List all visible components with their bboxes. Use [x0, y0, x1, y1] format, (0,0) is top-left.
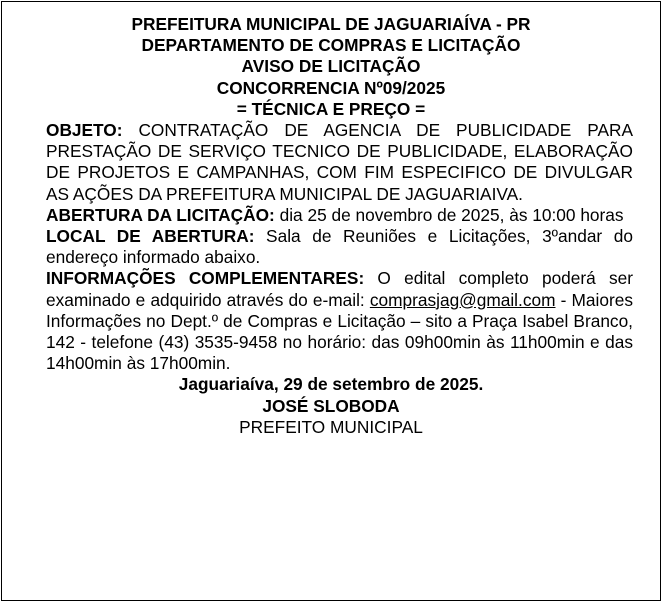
header-prefeitura: PREFEITURA MUNICIPAL DE JAGUARIAÍVA - PR: [131, 14, 531, 34]
abertura-label: ABERTURA DA LICITAÇÃO:: [46, 204, 275, 225]
header-modalidade: = TÉCNICA E PREÇO =: [236, 98, 426, 119]
informacoes-paragraph: [46, 268, 633, 374]
informacoes-text-after: - Maiores Informações no Dept.º de Compras e Licitação – sito a Praça Isabel Branco, 142 - telefone (43) 3535-9458 no horário: das 09h00min às 11h00min e das 14h00min às 17h00min.: [46, 289, 633, 374]
signature-name: JOSÉ SLOBODA: [262, 395, 400, 416]
email-link[interactable]: comprasjag@gmail.com: [369, 289, 556, 310]
local-paragraph: [46, 226, 633, 268]
informacoes-label: INFORMAÇÕES COMPLEMENTARES:: [46, 268, 365, 289]
objeto-paragraph: [46, 120, 633, 205]
informacoes-text-before: O edital completo poderá ser examinado e adquirido através do e-mail:: [46, 268, 633, 310]
notice-header: [2, 14, 660, 120]
signature-block: [2, 374, 660, 438]
signature-date: Jaguariaíva, 29 de setembro de 2025.: [178, 374, 484, 395]
notice-body: [2, 120, 660, 374]
signature-title: PREFEITO MUNICIPAL: [239, 416, 423, 437]
licitacao-notice: [1, 1, 661, 601]
header-aviso: AVISO DE LICITAÇÃO: [241, 56, 421, 77]
header-departamento: DEPARTAMENTO DE COMPRAS E LICITAÇÃO: [141, 35, 521, 56]
local-text: Sala de Reuniões e Licitações, 3ºandar do endereço informado abaixo.: [46, 226, 633, 268]
objeto-label: OBJETO:: [46, 120, 123, 141]
local-label: LOCAL DE ABERTURA:: [46, 226, 255, 247]
header-concorrencia: CONCORRENCIA Nº09/2025: [216, 77, 446, 98]
abertura-text: dia 25 de novembro de 2025, às 10:00 horas: [274, 204, 624, 225]
abertura-paragraph: [46, 205, 633, 226]
objeto-text: CONTRATAÇÃO DE AGENCIA DE PUBLICIDADE PARA PRESTAÇÃO DE SERVIÇO TECNICO DE PUBLICIDADE, ELABORAÇÃO DE PROJETOS E CAMPANHAS, COM FIM ESPECIFICO DE DIVULGAR AS AÇÕES DA PREFEITURA MUNICIPAL DE JAGUARIAIVA.: [46, 120, 633, 204]
